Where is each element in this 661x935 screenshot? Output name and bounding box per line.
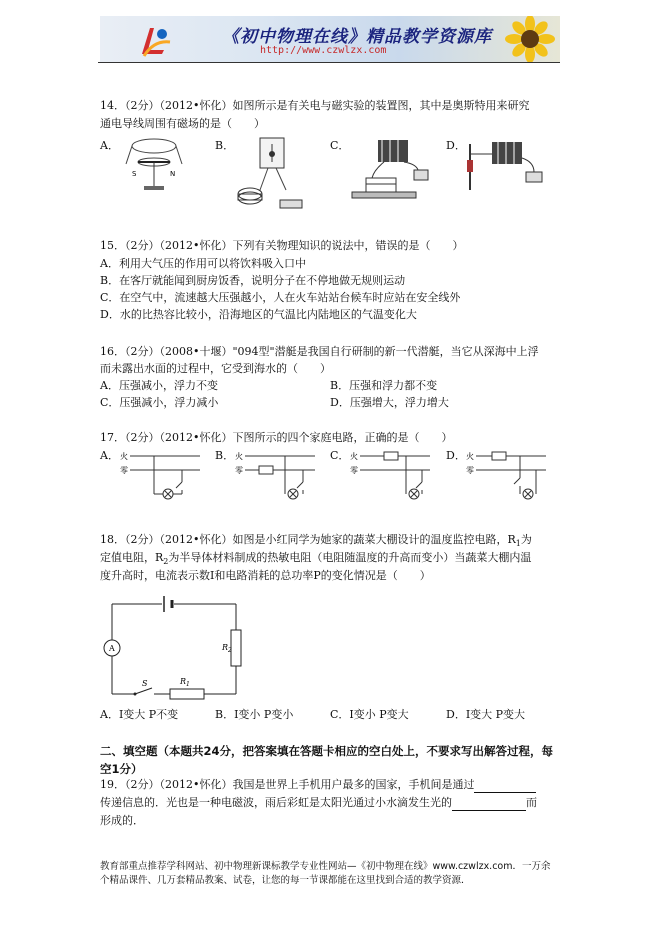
q14-label-d: D． — [446, 139, 466, 152]
header-title: 《初中物理在线》精品教学资源库 — [222, 27, 492, 47]
header-divider — [98, 62, 560, 63]
logo-icon — [134, 20, 174, 60]
r1-label: $R_1$ — [180, 677, 190, 688]
section2-heading-line2: 空1分） — [100, 762, 143, 776]
r2-label: $R_2$ — [222, 643, 232, 654]
q14-label-b: B． — [215, 139, 235, 152]
q14-figure-b — [230, 134, 310, 214]
header-url[interactable]: http://www.czwlzx.com — [260, 45, 387, 56]
q17-d-live-label: 火 — [466, 452, 474, 461]
q14-label-a: A． — [100, 139, 119, 152]
q17-label-c: C． — [330, 449, 350, 462]
q14-figure-d — [458, 134, 548, 198]
resistor-r1 — [170, 689, 204, 699]
q16-option-c: C．压强减小，浮力减小 — [100, 396, 219, 409]
q19-line3: 形成的． — [100, 814, 144, 827]
q17-stem: 17．（2分）（2012•怀化）下图所示的四个家庭电路，正确的是（ ） — [100, 431, 453, 444]
header-banner — [100, 16, 560, 62]
q17-b-neutral-label: 零 — [235, 466, 243, 475]
q16-stem-line2: 而未露出水面的过程中，它受到海水的（ ） — [100, 362, 331, 375]
q16-option-b: B．压强和浮力都不变 — [330, 379, 438, 392]
q18-option-a: A．I变大 P不变 — [100, 708, 179, 721]
footer-line2: 个精品课件、几万套精品教案、试卷，让您的每一节课都能在这里找到合适的教学资源． — [100, 875, 471, 886]
footer-line1: 教育部重点推荐学科网站、初中物理新课标教学专业性网站—《初中物理在线》www.czwlzx.com．一万余 — [100, 861, 551, 872]
q14-label-c: C． — [330, 139, 350, 152]
svg-text:S: S — [132, 170, 137, 178]
q19-line1: 19．（2分）（2012•怀化）我国是世界上手机用户最多的国家，手机间是通过 — [100, 778, 536, 793]
q18-option-d: D．I变大 P变大 — [446, 708, 526, 721]
q15-option-d: D．水的比热容比较小，沿海地区的气温比内陆地区的气温变化大 — [100, 308, 417, 321]
q17-label-d: D． — [446, 449, 466, 462]
q17-a-neutral-label: 零 — [120, 466, 128, 475]
q18-stem-line3: 度升高时，电流表示数I和电路消耗的总功率P的变化情况是（ ） — [100, 569, 431, 582]
q19-blank-1[interactable] — [474, 778, 536, 793]
q18-stem-line1: 18．（2分）（2012•怀化）如图是小红同学为她家的蔬菜大棚设计的温度监控电路，$R_1$为 — [100, 533, 532, 549]
q17-label-b: B． — [215, 449, 235, 462]
q17-circuit-a — [118, 448, 202, 508]
q15-stem: 15．（2分）（2012•怀化）下列有关物理知识的说法中，错误的是（ ） — [100, 239, 464, 252]
q14-figure-a — [118, 134, 188, 200]
ammeter-label: A — [109, 644, 115, 653]
q17-b-live-label: 火 — [235, 452, 243, 461]
q17-circuit-c — [348, 448, 432, 508]
q15-option-a: A．利用大气压的作用可以将饮料吸入口中 — [100, 257, 306, 270]
q18-option-b: B．I变小 P变小 — [215, 708, 294, 721]
q15-option-b: B．在客厅就能闻到厨房饭香，说明分子在不停地做无规则运动 — [100, 274, 406, 287]
q17-circuit-b — [233, 448, 317, 508]
resistor-r2 — [231, 630, 241, 666]
q18-option-c: C．I变小 P变大 — [330, 708, 409, 721]
q17-d-neutral-label: 零 — [466, 466, 474, 475]
q17-circuit-d — [464, 448, 548, 508]
switch-icon — [135, 688, 152, 694]
sunflower-icon — [500, 16, 560, 62]
q16-stem-line1: 16．（2分）（2008•十堰）"094型"潜艇是我国自行研制的新一代潜艇，当它从深海中上浮 — [100, 345, 539, 358]
q15-option-c: C．在空气中，流速越大压强越小，人在火车站站台候车时应站在安全线外 — [100, 291, 461, 304]
q17-a-live-label: 火 — [120, 452, 128, 461]
q16-option-d: D．压强增大，浮力增大 — [330, 396, 449, 409]
q14-figure-c — [344, 134, 434, 206]
q17-c-neutral-label: 零 — [350, 466, 358, 475]
q18-stem-line2: 定值电阻，$R_2$为半导体材料制成的热敏电阻（电阻随温度的升高而变小）当蔬菜大棚内温 — [100, 551, 532, 567]
q18-circuit — [100, 592, 244, 704]
q19-line2: 传递信息的．光也是一种电磁波，雨后彩虹是太阳光通过小水滴发生光的 而 — [100, 796, 537, 809]
section2-heading-line1: 二、填空题（本题共24分，把答案填在答题卡相应的空白处上，不要求写出解答过程，每 — [100, 744, 553, 758]
svg-text:N: N — [170, 170, 176, 178]
q14-stem-line2: 通电导线周围有磁场的是（ ） — [100, 117, 265, 130]
q17-c-live-label: 火 — [350, 452, 358, 461]
q16-option-a: A．压强减小，浮力不变 — [100, 379, 218, 392]
q19-blank-2[interactable] — [452, 796, 526, 811]
q14-stem-line1: 14．（2分）（2012•怀化）如图所示是有关电与磁实验的装置图，其中是奥斯特用来研究 — [100, 99, 530, 112]
q17-label-a: A． — [100, 449, 119, 462]
switch-label: S — [142, 679, 148, 688]
